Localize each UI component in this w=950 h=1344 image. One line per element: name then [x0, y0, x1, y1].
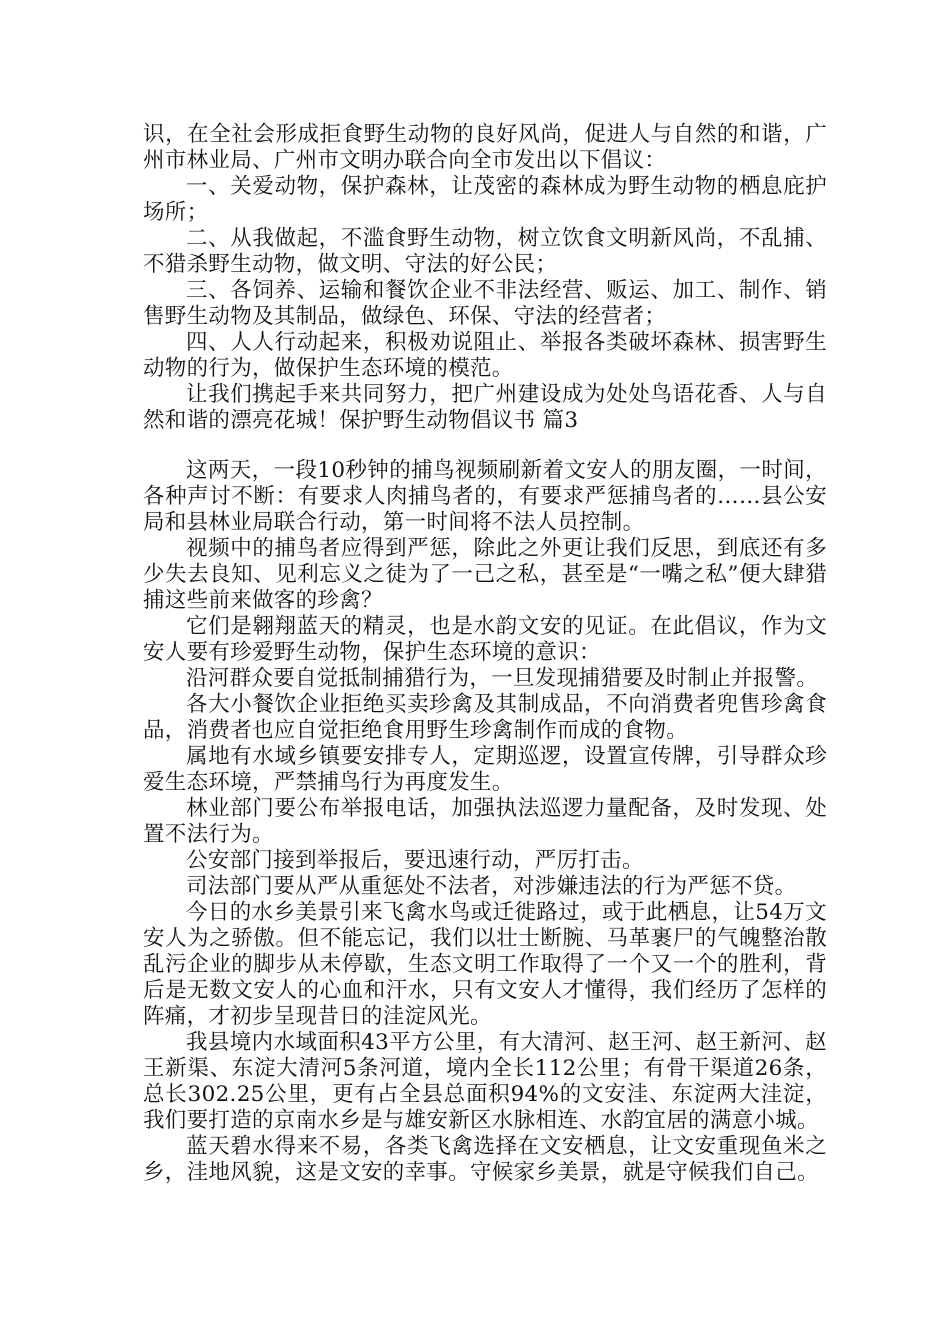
paragraph-proposal-1: 一、关爱动物，保护森林，让茂密的森林成为野生动物的栖息庇护场所； [143, 174, 827, 225]
paragraph-conclusion: 蓝天碧水得来不易，各类飞禽选择在文安栖息，让文安重现鱼米之乡，洼地风貌，这是文安的幸事。守候家乡美景，就是守候我们自己。 [143, 1134, 827, 1185]
paragraph-video: 这两天，一段10秒钟的捕鸟视频刷新着文安人的朋友圈，一时间，各种声讨不断：有要求人肉捕鸟者的，有要求严惩捕鸟者的……县公安局和县林业局联合行动，第一时间将不法人员控制。 [143, 458, 827, 535]
paragraph-proposal-4: 四、人人行动起来，积极劝说阻止、举报各类破坏森林、损害野生动物的行为，做保护生态环境的模范。 [143, 330, 827, 381]
paragraph-restaurants: 各大小餐饮企业拒绝买卖珍禽及其制成品，不向消费者兜售珍禽食品，消费者也应自觉拒绝食用野生珍禽制作而成的食物。 [143, 692, 827, 743]
paragraph-initiative: 它们是翱翔蓝天的精灵，也是水韵文安的见证。在此倡议，作为文安人要有珍爱野生动物，保护生态环境的意识： [143, 614, 827, 665]
paragraph-townships: 属地有水域乡镇要安排专人，定期巡逻，设置宣传牌，引导群众珍爱生态环境，严禁捕鸟行为再度发生。 [143, 744, 827, 795]
paragraph-police: 公安部门接到举报后，要迅速行动，严厉打击。 [186, 848, 644, 873]
paragraph-proposal-2: 二、从我做起，不滥食野生动物，树立饮食文明新风尚，不乱捕、不猎杀野生动物，做文明、守法的好公民； [143, 226, 827, 277]
paragraph-judiciary: 司法部门要从严从重惩处不法者，对涉嫌违法的行为严惩不贷。 [186, 874, 797, 899]
paragraph-forestry: 林业部门要公布举报电话，加强执法巡逻力量配备，及时发现、处置不法行为。 [143, 796, 827, 847]
paragraph-closing: 让我们携起手来共同努力，把广州建设成为处处鸟语花香、人与自然和谐的漂亮花城！保护野生动物倡议书 篇3 [143, 382, 827, 433]
paragraph-proposal-3: 三、各饲养、运输和餐饮企业不非法经营、贩运、加工、制作、销售野生动物及其制品，做绿色、环保、守法的经营者； [143, 278, 827, 329]
paragraph-scenery: 今日的水乡美景引来飞禽水鸟或迁徙路过，或于此栖息，让54万文安人为之骄傲。但不能忘记，我们以壮士断腕、马革裹尸的气魄整治散乱污企业的脚步从未停歇，生态文明工作取得了一个又一个的胜利，背后是无数文安人的心血和汗水，只有文安人才懂得，我们经历了怎样的阵痛，才初步呈现昔日的洼淀风光。 [143, 900, 827, 1029]
paragraph-continuation: 识，在全社会形成拒食野生动物的良好风尚，促进人与自然的和谐，广州市林业局、广州市文明办联合向全市发出以下倡议： [143, 122, 827, 173]
document-body [143, 122, 827, 1186]
paragraph-waters: 我县境内水域面积43平方公里，有大清河、赵王河、赵王新河、赵王新渠、东淀大清河5条河道，境内全长112公里；有骨干渠道26条，总长302.25公里，更有占全县总面积94%的文安洼、东淀两大洼淀，我们要打造的京南水乡是与雄安新区水脉相连、水韵宜居的满意小城。 [143, 1030, 827, 1133]
paragraph-residents: 沿河群众要自觉抵制捕猎行为，一旦发现捕猎要及时制止并报警。 [186, 666, 819, 691]
paragraph-reflection: 视频中的捕鸟者应得到严惩，除此之外更让我们反思，到底还有多少失去良知、见利忘义之徒为了一己之私，甚至是“一嘴之私”便大肆猎捕这些前来做客的珍禽？ [143, 536, 827, 613]
